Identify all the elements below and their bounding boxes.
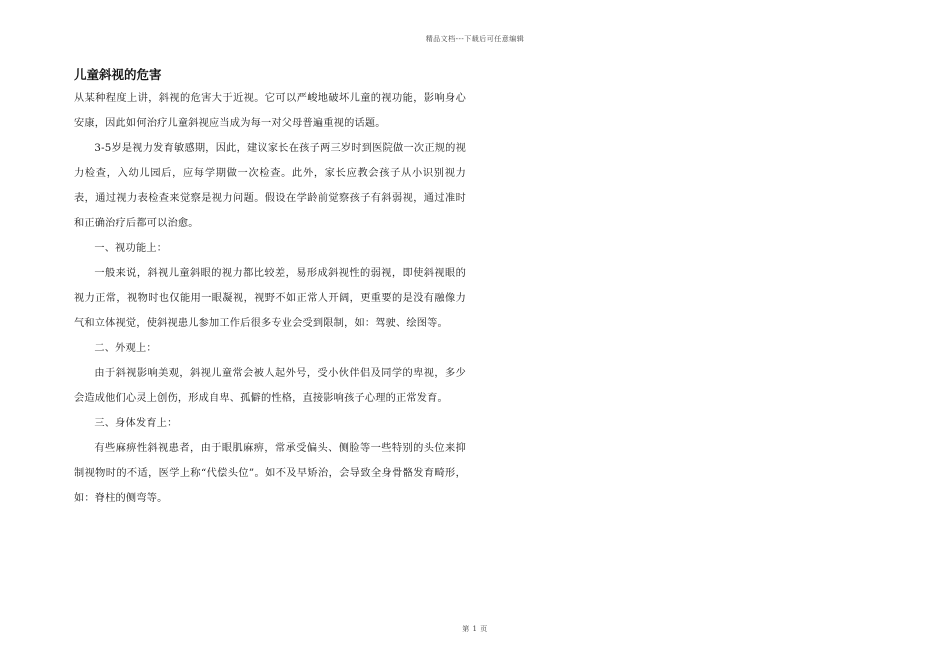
paragraph-visual-function: 一般来说，斜视儿童斜眼的视力都比较差，易形成斜视性的弱视，即使斜视眼的视力正常，视物时也仅能用一眼凝视，视野不如正常人开阔，更重要的是没有融像力气和立体视觉，使斜视患儿参加工作后很多专业会受到限制，如：驾驶、绘图等。 bbox=[74, 268, 466, 329]
paragraph-intro: 从某种程度上讲，斜视的危害大于近视。它可以严峻地破坏儿童的视功能，影响身心安康，因此如何治疗儿童斜视应当成为每一对父母普遍重视的话题。 bbox=[74, 93, 466, 129]
section-heading-visual-function: 一、视功能上： bbox=[94, 243, 168, 254]
document-body bbox=[74, 66, 466, 511]
section-heading-physical-development: 三、身体发育上： bbox=[94, 418, 178, 429]
paragraph-appearance: 由于斜视影响美观，斜视儿童常会被人起外号，受小伙伴侣及同学的卑视，多少会造成他们心灵上创伤，形成自卑、孤僻的性格，直接影响孩子心理的正常发育。 bbox=[74, 368, 466, 404]
section-heading-appearance: 二、外观上： bbox=[94, 343, 157, 354]
document-title: 儿童斜视的危害 bbox=[74, 67, 162, 82]
paragraph-age-sensitive-period: 3-5岁是视力发育敏感期，因此，建议家长在孩子两三岁时到医院做一次正规的视力检查，入幼儿园后，应每学期做一次检查。此外，家长应教会孩子从小识别视力表，通过视力表检查来觉察是视力问题。假设在学龄前觉察孩子有斜弱视，通过准时和正确治疗后都可以治愈。 bbox=[74, 143, 466, 229]
paragraph-physical-development: 有些麻痹性斜视患者，由于眼肌麻痹，常承受偏头、侧脸等一些特别的头位来抑制视物时的不适，医学上称“代偿头位”。如不及早矫治，会导致全身骨骼发育畸形，如：脊柱的侧弯等。 bbox=[74, 443, 466, 504]
page-header: 精品文档---下载后可任意编辑 bbox=[425, 35, 525, 43]
page-number: 第 1 页 bbox=[462, 625, 488, 633]
